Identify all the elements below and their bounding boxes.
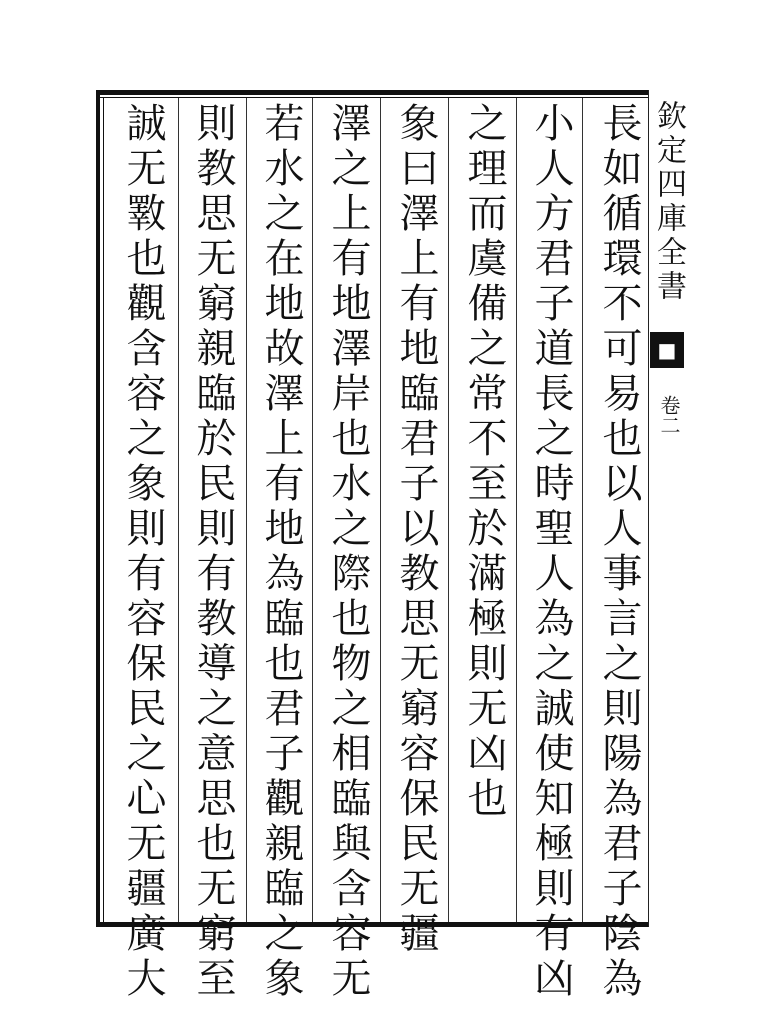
text-column-2: 小人方君子道長之時聖人為之誠使知極則有凶 [528,102,574,1002]
text-column-7: 則教思无窮親臨於民則有教導之意思也无窮至 [190,102,236,1002]
frame-top-border [96,90,648,95]
column-rule [178,98,179,922]
text-column-1: 長如循環不可易也以人事言之則陽為君子陰為 [596,102,642,1002]
column-rule [246,98,247,922]
column-rule [516,98,517,922]
frame-left-inner-border [103,98,104,922]
book-title: 欽定四庫全書 [651,100,686,304]
text-column-8: 誠无斁也觀含容之象則有容保民之心无疆廣大 [120,102,166,1002]
text-column-6: 若水之在地故澤上有地為臨也君子觀親臨之象 [258,102,304,1002]
volume-label: 卷二 [657,395,681,435]
fishtail-mark: ■ [650,332,684,368]
column-rule [380,98,381,922]
text-column-5: 澤之上有地澤岸也水之際也物之相臨與含容无 [325,102,371,1002]
frame-left-border [96,90,100,927]
column-rule [312,98,313,922]
text-column-4: 象曰澤上有地臨君子以教思无窮容保民无疆 [393,102,439,957]
text-column-3: 之理而虞備之常不至於滿極則无凶也 [461,102,507,822]
column-rule [582,98,583,922]
column-rule [448,98,449,922]
